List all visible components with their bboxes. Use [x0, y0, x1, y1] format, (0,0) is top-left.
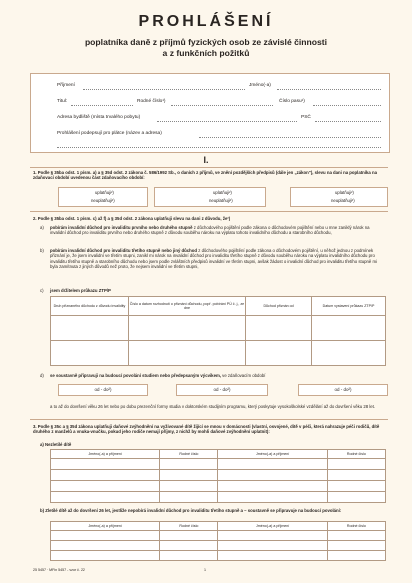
- item-2b-emphasis: pobírám invalidní důchod pro invaliditu třetího stupně nebo jiný důchod: [50, 248, 198, 253]
- table-cell[interactable]: [160, 470, 218, 481]
- employer-label: Prohlášení podepsují pro plátce (název a adresa): [57, 131, 162, 136]
- item-divider: [30, 211, 388, 212]
- page-title: PROHLÁŠENÍ: [138, 13, 274, 30]
- table-cell[interactable]: [51, 470, 160, 481]
- passport-label: Číslo pasu¹): [279, 99, 305, 104]
- table-header-cell: Jméno(-a) a příjmení: [51, 522, 160, 531]
- claim-label: uplatňuji²): [95, 190, 114, 195]
- page-subtitle-line-1: poplatníka daně z příjmů fyzických osob ze závislé činnosti: [84, 37, 328, 47]
- table-cell[interactable]: [327, 541, 385, 551]
- table-cell[interactable]: [51, 541, 160, 551]
- table-cell[interactable]: [128, 340, 245, 365]
- year-box-2: [154, 187, 266, 207]
- no-claim-label: neuplatňuji²): [331, 198, 355, 203]
- minor-children-table: [50, 449, 386, 503]
- table-cell[interactable]: [218, 481, 327, 492]
- table-cell[interactable]: [327, 481, 385, 492]
- table-row: [51, 492, 386, 503]
- table-cell[interactable]: [160, 459, 218, 470]
- address-label: Adresa bydliště (místa trvalého pobytu): [57, 115, 141, 120]
- personal-info-box: [30, 73, 390, 153]
- employer-field[interactable]: [199, 137, 381, 138]
- pension-table: [50, 296, 386, 366]
- item-2d-emphasis: se soustavně připravuji na budoucí povolání studiem nebo předepsaným výcvikem,: [50, 373, 221, 378]
- table-header-cell: Rodné číslo: [327, 450, 385, 459]
- page-subtitle-line-2: a z funkčních požitků: [162, 48, 250, 58]
- adult-children-table: [50, 521, 386, 561]
- claim-label: uplatňuji²): [213, 190, 232, 195]
- table-cell[interactable]: [128, 315, 245, 340]
- table-header-row: [51, 522, 386, 531]
- study-period-field-2[interactable]: od - do²): [176, 384, 268, 396]
- table-cell[interactable]: [218, 492, 327, 503]
- section-heading: I.: [203, 155, 209, 165]
- table-header-cell: Důchod přiznán od: [246, 297, 312, 316]
- item-3a-text: a) Nezletilé dítě: [40, 442, 72, 447]
- table-header-cell: Datum vystavení průkazu ZTP/P: [312, 297, 386, 316]
- table-header-cell: Jméno(-a) a příjmení: [218, 450, 327, 459]
- year-box-3: [290, 187, 388, 207]
- table-cell[interactable]: [51, 459, 160, 470]
- study-period-field-3[interactable]: od - do²): [298, 384, 388, 396]
- item-divider: [30, 419, 388, 420]
- table-header-cell: Rodné číslo: [160, 450, 218, 459]
- first-name-label: Jméno(-a): [249, 83, 271, 88]
- surname-field[interactable]: [83, 89, 245, 90]
- title-field[interactable]: [71, 105, 133, 106]
- item-2c-letter: c): [40, 288, 44, 293]
- table-cell[interactable]: [246, 340, 312, 365]
- table-cell[interactable]: [160, 492, 218, 503]
- address-field[interactable]: [157, 121, 297, 122]
- table-row: [51, 541, 386, 551]
- item-2d-rest: ve zdaňovacím období: [220, 373, 266, 378]
- no-claim-label: neuplatňuji²): [91, 198, 115, 203]
- year-box-1: [58, 187, 148, 207]
- table-row: [51, 470, 386, 481]
- table-header-row: [51, 297, 386, 316]
- table-cell[interactable]: [327, 531, 385, 541]
- birth-number-label: Rodné číslo¹): [137, 99, 166, 104]
- table-cell[interactable]: [218, 531, 327, 541]
- table-cell[interactable]: [218, 551, 327, 561]
- first-name-field[interactable]: [277, 89, 381, 90]
- table-cell[interactable]: [51, 315, 129, 340]
- table-row: [51, 315, 386, 340]
- table-cell[interactable]: [160, 481, 218, 492]
- table-cell[interactable]: [160, 531, 218, 541]
- passport-field[interactable]: [313, 105, 381, 106]
- table-header-cell: Číslo a datum rozhodnutí o přiznání důchodu, popř. pobírání PÚ č. j., ze dne: [128, 297, 245, 316]
- table-cell[interactable]: [312, 315, 386, 340]
- page-number: 1: [204, 568, 206, 572]
- birth-number-field[interactable]: [171, 105, 273, 106]
- item-2a-text: [50, 225, 384, 236]
- study-period-field-1[interactable]: od - do²): [58, 384, 148, 396]
- employer-field-line-2[interactable]: [57, 147, 381, 148]
- table-row: [51, 459, 386, 470]
- table-header-row: [51, 450, 386, 459]
- form-code: 25 5457 · MFin 5457 - vzor č. 22: [33, 568, 85, 572]
- table-header-cell: Rodné číslo: [160, 522, 218, 531]
- table-cell[interactable]: [51, 481, 160, 492]
- table-cell[interactable]: [327, 492, 385, 503]
- table-cell[interactable]: [327, 470, 385, 481]
- item-2b-text: [50, 248, 384, 269]
- table-cell[interactable]: [218, 459, 327, 470]
- no-claim-label: neuplatňuji²): [209, 198, 233, 203]
- table-cell[interactable]: [312, 340, 386, 365]
- table-cell[interactable]: [246, 315, 312, 340]
- item-3b-text: b) Zletilé dítě až do dovršení 26 let, jestliže nepobírá invalidní důchod pro invaliditu třetího stupně a – soustavně se připravuje na budoucí povolání:: [40, 508, 342, 513]
- table-cell[interactable]: [327, 551, 385, 561]
- table-header-cell: Rodné číslo: [327, 522, 385, 531]
- item-2a-letter: a): [40, 225, 44, 230]
- title-label: Titul:: [57, 99, 68, 104]
- item-2a-rest: z důchodového pojištění podle zákona o důchodovém pojištění nebo u mne zaniklý nárok na invalidní důchod pro invaliditu prvního nebo druhého stupně z důvodu souběhu nároku na výplatu tohoto invalidního důchodu a starobního důchodu,: [50, 225, 370, 236]
- section-divider: [30, 167, 388, 168]
- claim-label: uplatňuji²): [335, 190, 354, 195]
- table-cell[interactable]: [51, 340, 129, 365]
- postal-code-label: PSČ: [301, 115, 311, 120]
- table-cell[interactable]: [218, 470, 327, 481]
- item-2b-letter: b): [40, 248, 44, 253]
- table-cell[interactable]: [160, 541, 218, 551]
- item-2a-emphasis: pobírám invalidní důchod pro invaliditu prvního nebo druhého stupně: [50, 225, 193, 230]
- table-cell[interactable]: [51, 492, 160, 503]
- table-cell[interactable]: [218, 541, 327, 551]
- table-header-cell: Jméno(-a) a příjmení: [51, 450, 160, 459]
- item-3-text: 3. Podle § 35c a § 35d zákona uplatňuji daňové zvýhodnění na vyživované dítě žijící se mnou v domácnosti (vlastní, osvojené, dítě v péči, která nahrazuje péči rodičů, dítě druhého z manželů a vnuka-vnučku, pokud jeho rodiče nemají příjmy, z nichž by mohli daňové zvýhodnění uplatnit):: [33, 424, 380, 435]
- table-cell[interactable]: [51, 531, 160, 541]
- table-cell[interactable]: [327, 459, 385, 470]
- table-cell[interactable]: [51, 551, 160, 561]
- item-2-text: 2. Podle § 35ba odst. 1 písm. c) až f) a § 35d odst. 2 zákona uplatňuji slevu na dani z důvodu, že²): [33, 216, 231, 221]
- item-2b-rest: z důchodového pojištění podle zákona o důchodovém pojištění, u něhož jednou z podmínek přiznání je, že jsem invalidní ve třetím stupni, zanikl mi nárok na invalidní důchod pro invaliditu třetího stupně z důvodu souběhu nároku na výplatu invalidního důchodu pro invaliditu třetího stupně a starobního důchodu nebo jsem podle zvláštních předpisů invalidní ve třetím stupni, avšak žádost o invalidní důchod pro invaliditu třetího stupně mi byla zamítnuta z jiných důvodů než proto, že nejsem invalidní ve třetím stupni,: [50, 248, 377, 269]
- table-row: [51, 551, 386, 561]
- postal-code-field[interactable]: [315, 121, 381, 122]
- item-2d-letter: d): [40, 373, 44, 378]
- table-header-cell: Jméno(-a) a příjmení: [218, 522, 327, 531]
- item-2d-text: [50, 373, 384, 378]
- item-2d-note: a to až do dovršení věku 26 let nebo po dobu prezenční formy studia v doktorském studijním programu, který poskytuje vysokoškolské vzdělání až do dovršení věku 28 let.: [50, 404, 376, 409]
- table-header-cell: Druh přiznaného důchodu z důvodu invalidity: [51, 297, 129, 316]
- surname-label: Příjmení: [57, 83, 75, 88]
- item-1-text: 1. Podle § 35ba odst. 1 písm. a) a § 35d odst. 2 zákona č. 586/1992 Sb., o daních z příjmů, ve znění pozdějších předpisů (dále jen „zákon"), slevu na dani na poplatníka na zdaňovací období uvedenou část zdaňovacího období:: [33, 170, 377, 181]
- table-cell[interactable]: [160, 551, 218, 561]
- item-2c-text: jsem držitelem průkazu ZTP/P: [50, 288, 111, 293]
- table-row: [51, 340, 386, 365]
- table-row: [51, 531, 386, 541]
- table-row: [51, 481, 386, 492]
